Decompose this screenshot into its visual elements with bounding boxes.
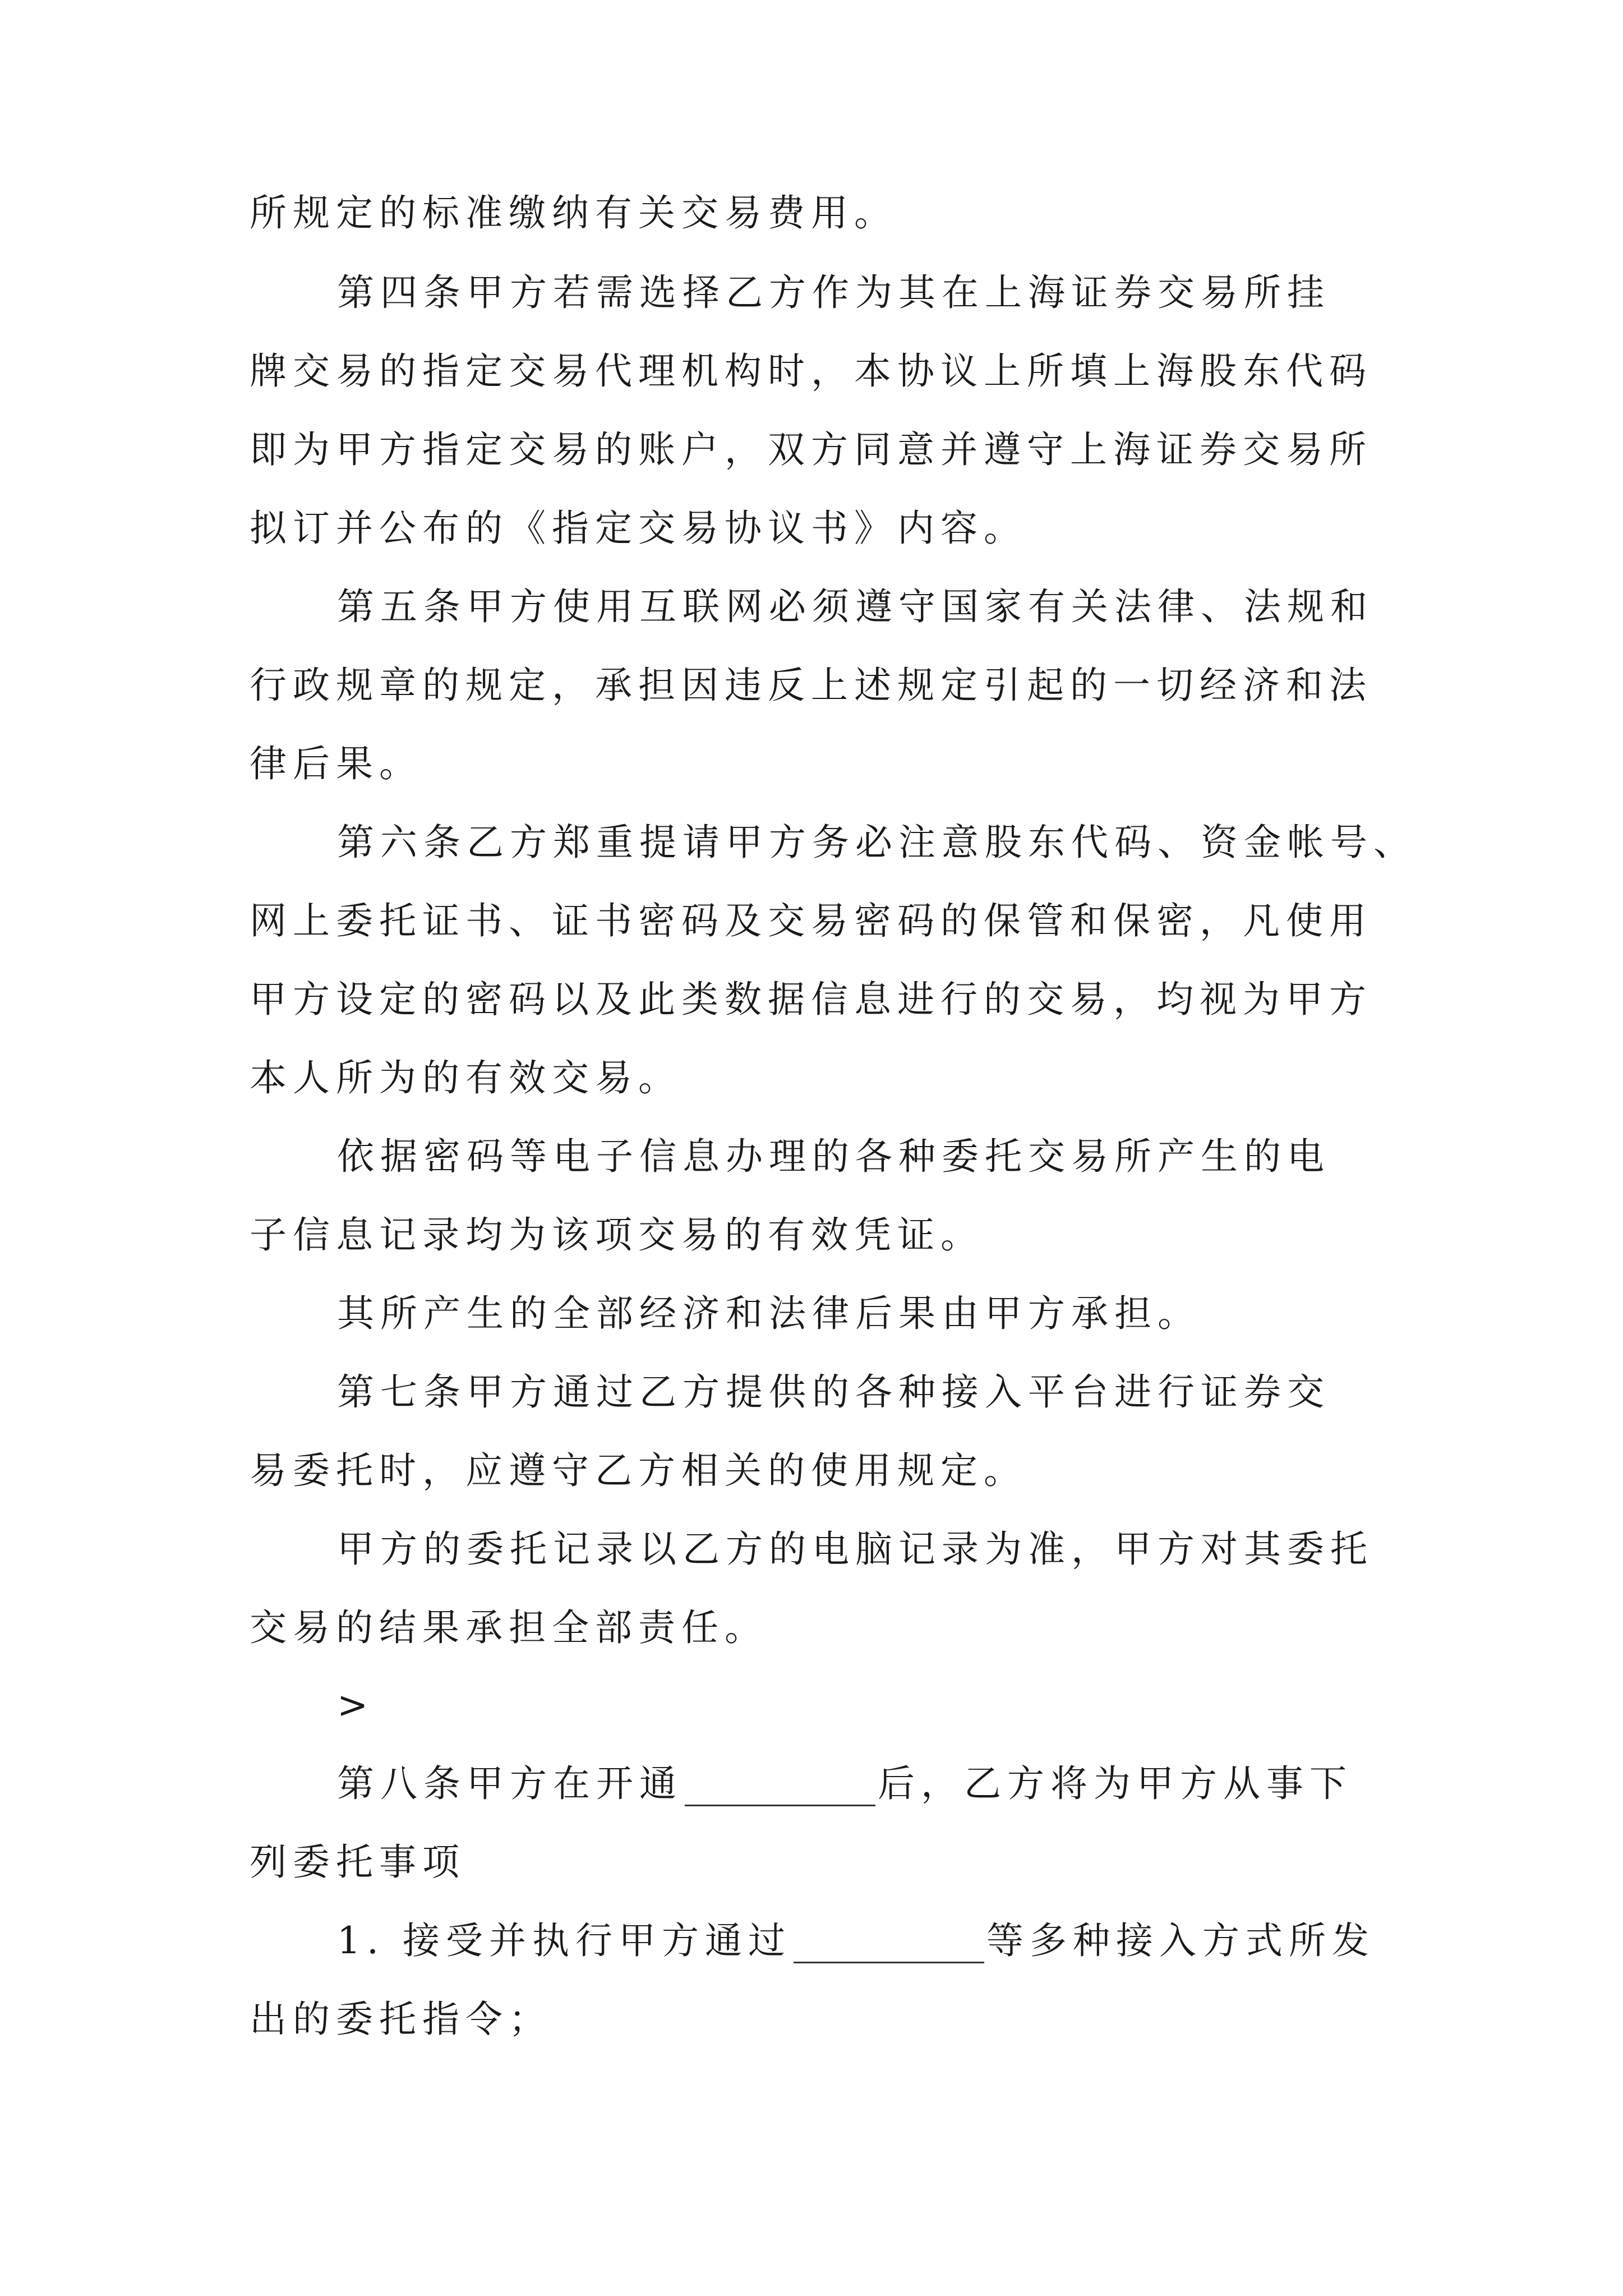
paragraph-article-7-start: 第七条甲方通过乙方提供的各种接入平台进行证券交 [337,1370,1330,1414]
text-line: 行政规章的规定，承担因违反上述规定引起的一切经济和法 [250,664,1372,707]
text-segment: 后，乙方将为甲方从事下 [878,1762,1353,1805]
text-line: 牌交易的指定交易代理机构时，本协议上所填上海股东代码 [250,349,1372,393]
text-segment: 等多种接入方式所发 [986,1919,1375,1962]
paragraph-article-6-start: 第六条乙方郑重提请甲方务必注意股东代码、资金帐号、 [337,821,1417,864]
paragraph-start: 依据密码等电子信息办理的各种委托交易所产生的电 [337,1135,1330,1178]
paragraph-article-8-start [337,1761,1353,1806]
text-line: 列委托事项 [250,1841,465,1884]
text-line: 网上委托证书、证书密码及交易密码的保管和保密，凡使用 [250,899,1372,942]
paragraph-article-5-start: 第五条甲方使用互联网必须遵守国家有关法律、法规和 [337,585,1373,628]
list-item [337,1918,1375,1963]
text-segment: 1. 接受并执行甲方通过 [337,1919,791,1962]
text-line: 拟订并公布的《指定交易协议书》内容。 [250,507,1027,550]
text-segment: 第八条甲方在开通 [337,1762,683,1805]
text-line: 即为甲方指定交易的账户，双方同意并遵守上海证券交易所 [250,428,1372,471]
text-line: 本人所为的有效交易。 [250,1056,681,1099]
paragraph-start: 其所产生的全部经济和法律后果由甲方承担。 [337,1292,1201,1335]
text-line: 出的委托指令； [250,1998,552,2041]
text-line: 交易的结果承担全部责任。 [250,1606,768,1649]
text-line: 律后果。 [250,742,422,785]
paragraph-article-4-start: 第四条甲方若需选择乙方作为其在上海证券交易所挂 [337,271,1330,314]
stray-mark: > [337,1683,375,1727]
text-line: 易委托时，应遵守乙方相关的使用规定。 [250,1449,1027,1492]
fill-in-blank[interactable] [794,1928,984,1963]
paragraph-start: 甲方的委托记录以乙方的电脑记录为准，甲方对其委托 [337,1527,1373,1571]
text-line: 甲方设定的密码以及此类数据信息进行的交易，均视为甲方 [250,978,1372,1021]
text-line: 所规定的标准缴纳有关交易费用。 [250,191,897,234]
text-line: 子信息记录均为该项交易的有效凭证。 [250,1213,984,1257]
fill-in-blank[interactable] [685,1771,875,1806]
